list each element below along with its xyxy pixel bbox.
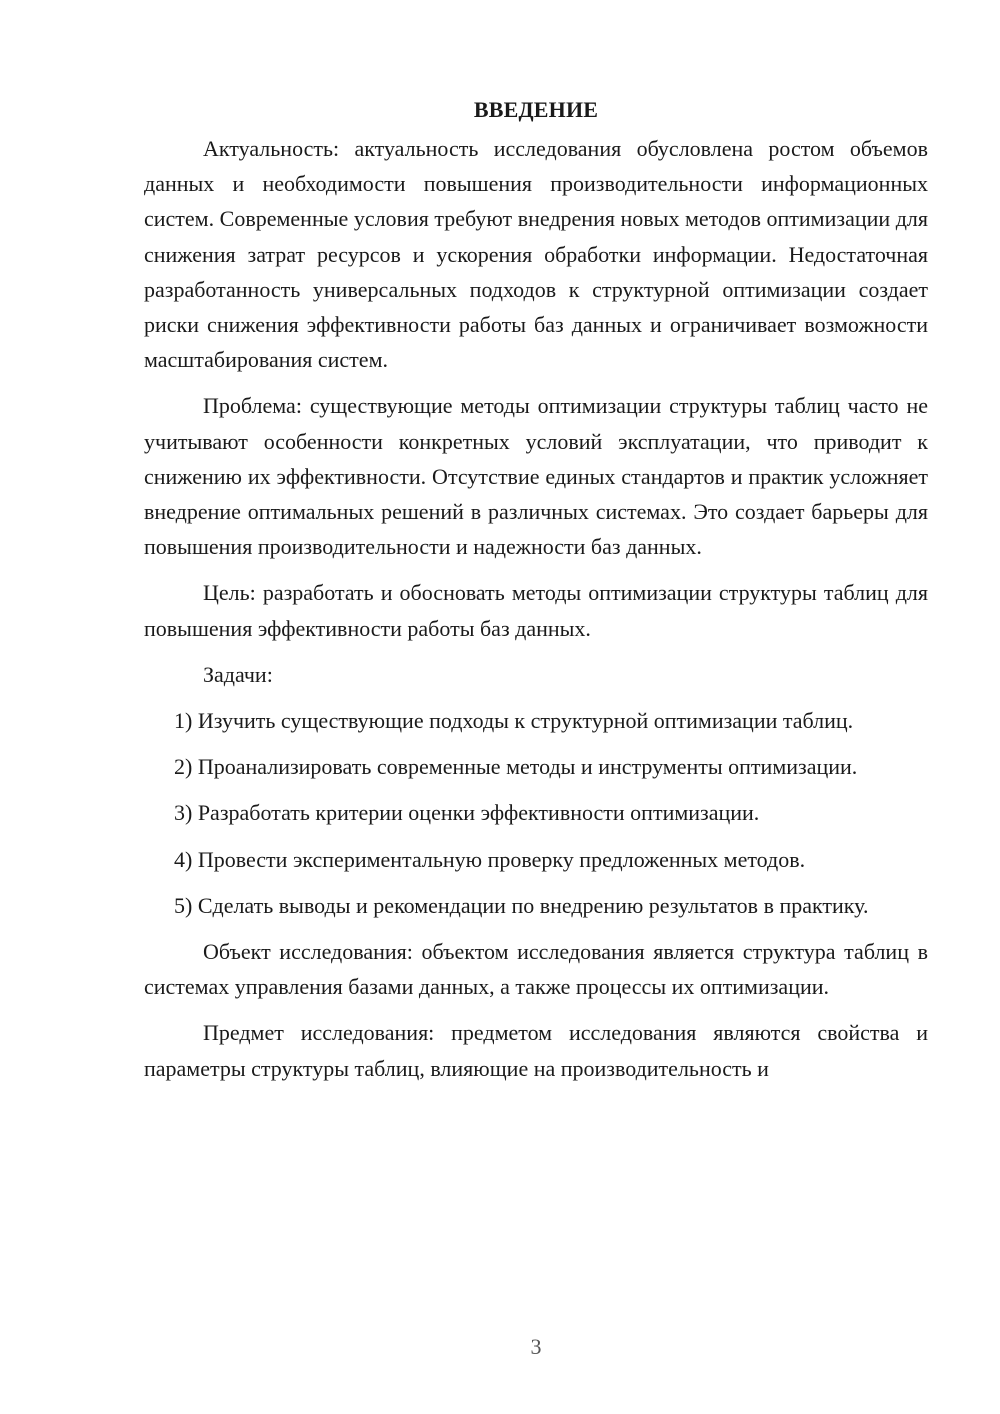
page-title: ВВЕДЕНИЕ xyxy=(473,97,599,122)
task-item: 2) Проанализировать современные методы и инструменты оптимизации. xyxy=(174,754,858,780)
task-item: 1) Изучить существующие подходы к структурной оптимизации таблиц. xyxy=(174,708,854,734)
paragraph-object: Объект исследования: объектом исследования является структура таблиц в системах управления базами данных, а также процессы их оптимизации. xyxy=(144,939,928,1000)
paragraph-subject: Предмет исследования: предметом исследования являются свойства и параметры структуры таблиц, влияющие на производительность и xyxy=(144,1020,928,1081)
paragraph-goal: Цель: разработать и обосновать методы оптимизации структуры таблиц для повышения эффективности работы баз данных. xyxy=(144,580,928,641)
task-item: 3) Разработать критерии оценки эффективности оптимизации. xyxy=(174,800,760,826)
document-page xyxy=(144,92,928,1097)
page-number: 3 xyxy=(530,1334,542,1359)
task-item: 4) Провести экспериментальную проверку предложенных методов. xyxy=(174,846,806,872)
paragraph-relevance: Актуальность: актуальность исследования обусловлена ростом объемов данных и необходимости повышения производительности информационных систем. Современные условия требуют внедрения новых методов оптимизации для снижения затрат ресурсов и ускорения обработки информации. Недостаточная разработанность универсальных подходов к структурной оптимизации создает риски снижения эффективности работы баз данных и ограничивает возможности масштабирования систем. xyxy=(144,136,928,373)
task-item: 5) Сделать выводы и рекомендации по внедрению результатов в практику. xyxy=(174,892,869,918)
tasks-list xyxy=(144,703,928,923)
paragraph-problem: Проблема: существующие методы оптимизации структуры таблиц часто не учитывают особенности конкретных условий эксплуатации, что приводит к снижению их эффективности. Отсутствие единых стандартов и практик усложняет внедрение оптимальных решений в различных системах. Это создает барьеры для повышения производительности и надежности баз данных. xyxy=(144,393,928,560)
tasks-heading: Задачи: xyxy=(203,661,273,687)
